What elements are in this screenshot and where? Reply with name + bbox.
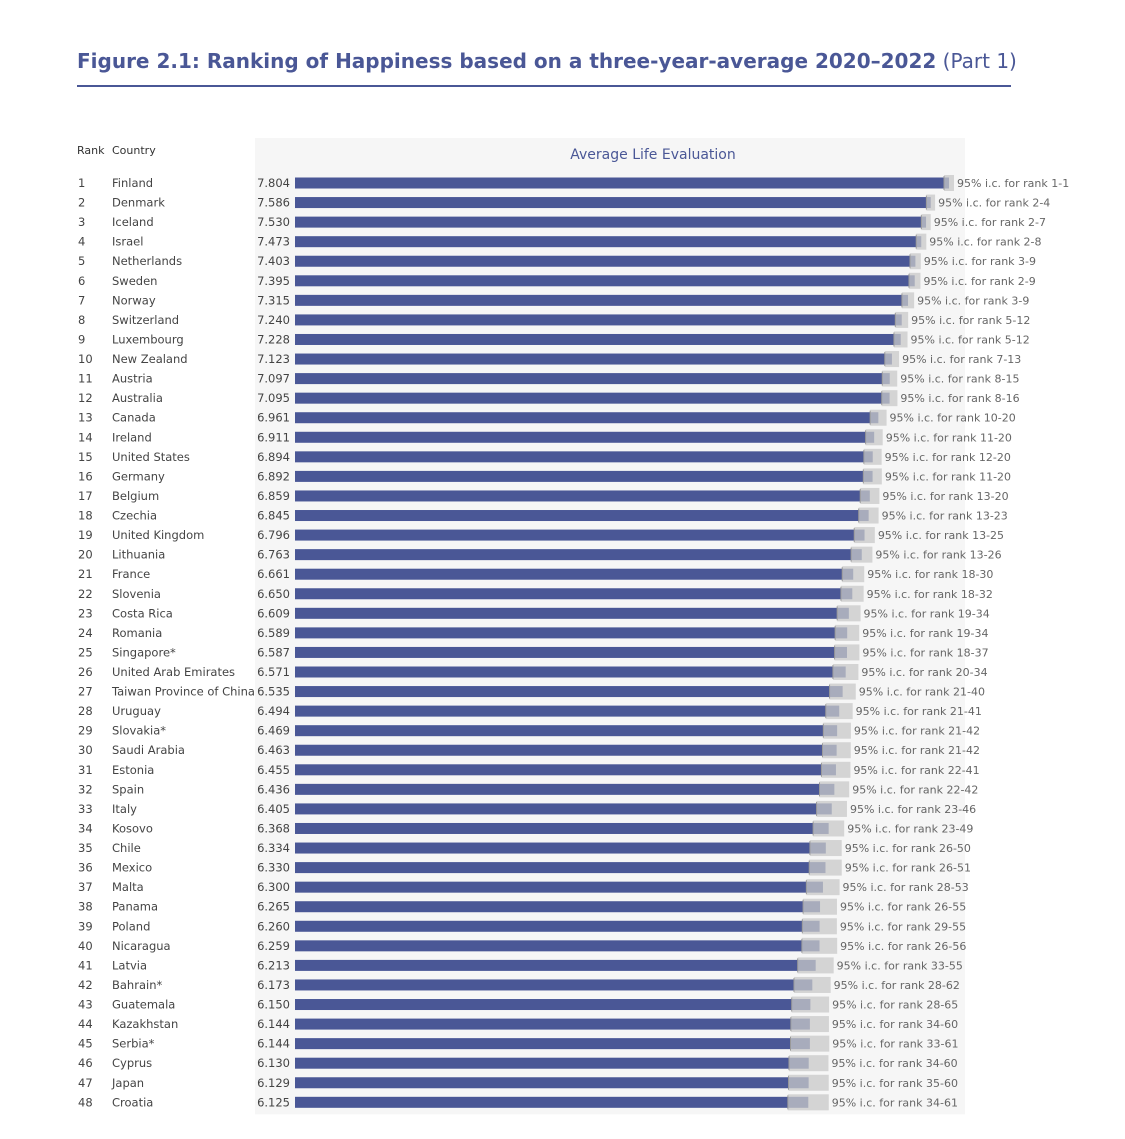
ci-label: 95% i.c. for rank 13-25	[877, 529, 1005, 543]
ci-label: 95% i.c. for rank 21-42	[853, 724, 981, 738]
country-label: Malta	[112, 880, 144, 895]
bar	[295, 706, 839, 717]
country-label: Poland	[112, 919, 151, 934]
ci-box	[885, 351, 899, 367]
ci-label: 95% i.c. for rank 18-30	[867, 568, 994, 582]
ci-box	[841, 586, 864, 602]
rank-label: 31	[78, 762, 93, 777]
ci-label: 95% i.c. for rank 34-60	[831, 1057, 958, 1071]
ci-box	[909, 273, 921, 289]
value-label: 7.240	[257, 312, 290, 327]
ci-label: 95% i.c. for rank 26-51	[844, 861, 971, 875]
country-label: Latvia	[112, 958, 148, 973]
rank-label: 20	[78, 547, 93, 562]
rank-label: 14	[78, 430, 93, 445]
figure-title-part: (Part 1)	[942, 49, 1017, 73]
ci-box	[830, 684, 856, 700]
bar	[295, 1019, 810, 1030]
value-label: 6.265	[257, 899, 290, 914]
value-label: 6.455	[257, 762, 290, 777]
country-label: Panama	[112, 899, 159, 914]
value-label: 6.125	[257, 1095, 290, 1110]
rank-label: 1	[78, 176, 86, 190]
rank-label: 24	[78, 625, 93, 640]
ci-box	[798, 957, 834, 973]
rank-label: 23	[78, 606, 93, 621]
ci-label: 95% i.c. for rank 22-42	[852, 783, 979, 797]
ci-box	[789, 1055, 829, 1071]
value-label: 6.894	[257, 449, 290, 464]
country-label: Bahrain*	[112, 977, 163, 992]
ci-box	[792, 997, 829, 1013]
bar	[295, 471, 873, 482]
bar	[295, 979, 812, 990]
value-label: 6.330	[257, 860, 290, 875]
rank-label: 40	[78, 938, 93, 953]
bar	[295, 334, 901, 345]
country-label: Kosovo	[112, 821, 153, 836]
ci-label: 95% i.c. for rank 10-20	[889, 411, 1016, 425]
ci-label: 95% i.c. for rank 7-13	[902, 353, 1022, 367]
value-label: 6.334	[257, 841, 290, 856]
country-label: Costa Rica	[112, 606, 173, 621]
country-label: Finland	[112, 176, 154, 190]
bar	[295, 901, 820, 912]
country-label: Lithuania	[112, 547, 166, 562]
rank-label: 37	[78, 880, 93, 895]
ci-label: 95% i.c. for rank 13-23	[881, 509, 1008, 523]
value-label: 6.300	[257, 880, 290, 895]
rank-label: 43	[78, 997, 93, 1012]
value-label: 6.144	[257, 1036, 290, 1051]
country-label: Canada	[112, 410, 156, 425]
ci-box	[833, 664, 859, 680]
value-label: 7.403	[257, 254, 290, 269]
country-label: Cyprus	[112, 1056, 153, 1071]
rank-label: 12	[78, 391, 93, 406]
bar	[295, 530, 865, 541]
value-label: 6.763	[257, 547, 290, 562]
ci-box	[854, 527, 875, 543]
rank-label: 45	[78, 1036, 93, 1051]
bar	[295, 843, 826, 854]
rank-label: 17	[78, 488, 93, 503]
ci-box	[842, 566, 864, 582]
rank-label: 11	[78, 371, 93, 386]
value-label: 6.650	[257, 586, 290, 601]
country-label: Croatia	[112, 1095, 154, 1110]
ci-label: 95% i.c. for rank 2-8	[929, 235, 1042, 249]
bar	[295, 882, 823, 893]
ci-label: 95% i.c. for rank 12-20	[884, 450, 1011, 464]
bar	[295, 393, 890, 404]
ci-box	[820, 781, 850, 797]
ci-box	[791, 1016, 829, 1032]
ci-label: 95% i.c. for rank 21-40	[858, 685, 985, 699]
value-label: 7.228	[257, 332, 290, 347]
ci-label: 95% i.c. for rank 3-9	[917, 294, 1030, 308]
bar	[295, 647, 847, 658]
value-label: 7.530	[257, 215, 290, 230]
country-label: Saudi Arabia	[112, 743, 185, 758]
rank-label: 28	[78, 704, 93, 719]
country-label: Norway	[112, 293, 156, 308]
ci-box	[926, 195, 935, 211]
ci-label: 95% i.c. for rank 2-9	[923, 274, 1036, 288]
value-label: 7.095	[257, 391, 290, 406]
rank-label: 15	[78, 449, 93, 464]
ci-label: 95% i.c. for rank 8-16	[900, 392, 1020, 406]
ci-label: 95% i.c. for rank 28-53	[842, 881, 969, 895]
rank-label: 8	[78, 312, 86, 327]
country-label: Estonia	[112, 762, 155, 777]
value-label: 6.150	[257, 997, 290, 1012]
bar	[295, 490, 870, 501]
ci-label: 95% i.c. for rank 35-60	[831, 1076, 958, 1090]
country-label: Belgium	[112, 488, 160, 503]
ci-box	[794, 977, 831, 993]
value-label: 6.368	[257, 821, 290, 836]
value-label: 6.911	[257, 430, 290, 445]
ci-label: 95% i.c. for rank 33-61	[832, 1037, 959, 1051]
country-label: Austria	[112, 371, 153, 386]
figure-title-bold: Figure 2.1: Ranking of Happiness based on a three-year-average 2020–2022	[77, 49, 937, 73]
ci-label: 95% i.c. for rank 3-9	[923, 255, 1037, 269]
country-label: Japan	[112, 1075, 145, 1090]
ci-label: 95% i.c. for rank 19-34	[863, 607, 990, 621]
rank-label: 2	[78, 195, 86, 210]
country-label: Kazakhstan	[112, 1017, 179, 1032]
rank-label: 41	[78, 958, 93, 973]
rank-label: 29	[78, 723, 93, 738]
country-label: Uruguay	[112, 704, 161, 719]
value-label: 6.535	[257, 684, 290, 699]
ci-box	[803, 899, 837, 915]
ci-label: 95% i.c. for rank 33-55	[836, 959, 963, 973]
bar	[295, 667, 846, 678]
bar	[295, 588, 852, 599]
bar	[295, 451, 873, 462]
bar	[295, 940, 820, 951]
country-label: New Zealand	[112, 352, 188, 367]
ci-label: 95% i.c. for rank 1-1	[957, 177, 1070, 190]
ci-box	[860, 488, 879, 504]
rank-label: 16	[78, 469, 93, 484]
value-label: 6.845	[257, 508, 290, 523]
country-label: Serbia*	[112, 1036, 155, 1051]
country-label: Israel	[112, 234, 144, 249]
ci-box	[870, 410, 886, 426]
rank-label: 18	[78, 508, 93, 523]
country-label: Sweden	[112, 273, 158, 288]
ci-box	[802, 918, 837, 934]
bar	[295, 862, 825, 873]
rank-label: 44	[78, 1017, 93, 1032]
ci-box	[921, 214, 930, 230]
bar	[295, 1038, 810, 1049]
ci-label: 95% i.c. for rank 13-20	[882, 489, 1009, 503]
rank-column-header: Rank	[77, 144, 105, 157]
rank-label: 33	[78, 801, 93, 816]
bar	[295, 432, 874, 443]
value-label: 6.463	[257, 743, 290, 758]
rank-label: 36	[78, 860, 93, 875]
ci-box	[813, 820, 844, 836]
bar	[295, 1097, 808, 1108]
rank-label: 27	[78, 684, 93, 699]
ci-label: 95% i.c. for rank 26-50	[844, 842, 971, 856]
rank-label: 22	[78, 586, 93, 601]
bar	[295, 197, 931, 208]
bar	[295, 999, 810, 1010]
ci-label: 95% i.c. for rank 26-55	[839, 900, 967, 914]
value-label: 6.436	[257, 782, 290, 797]
country-label: Ireland	[112, 430, 152, 445]
ci-box	[788, 1094, 829, 1110]
ci-label: 95% i.c. for rank 23-49	[847, 822, 974, 836]
ci-label: 95% i.c. for rank 23-46	[849, 802, 977, 816]
value-label: 7.804	[257, 176, 290, 190]
ci-label: 95% i.c. for rank 28-65	[832, 998, 959, 1012]
ci-box	[817, 801, 847, 817]
value-label: 7.395	[257, 273, 290, 288]
rank-label: 19	[78, 528, 93, 543]
bar	[295, 295, 908, 306]
ci-box	[823, 723, 851, 739]
value-label: 6.469	[257, 723, 290, 738]
bar	[295, 960, 816, 971]
rank-label: 48	[78, 1095, 93, 1110]
bar	[295, 627, 847, 638]
value-label: 6.609	[257, 606, 290, 621]
ci-box	[882, 371, 897, 387]
bar	[295, 803, 832, 814]
ci-label: 95% i.c. for rank 20-34	[861, 666, 988, 679]
ci-label: 95% i.c. for rank 29-55	[839, 920, 967, 934]
ci-box	[835, 644, 860, 660]
ci-box	[822, 742, 850, 758]
ci-label: 95% i.c. for rank 8-15	[900, 372, 1020, 386]
ci-box	[835, 625, 859, 641]
rank-label: 9	[78, 332, 86, 347]
country-label: United Kingdom	[112, 528, 205, 543]
value-label: 6.130	[257, 1056, 290, 1071]
ci-box	[802, 938, 837, 954]
chart-title: Average Life Evaluation	[570, 147, 736, 163]
rank-label: 30	[78, 743, 93, 758]
bar	[295, 686, 843, 697]
bar	[295, 784, 834, 795]
ci-box	[863, 468, 882, 484]
bar	[295, 1058, 809, 1069]
country-label: United Arab Emirates	[112, 665, 236, 679]
bar	[295, 373, 890, 384]
value-label: 6.259	[257, 938, 290, 953]
country-label: Taiwan Province of China	[112, 684, 255, 699]
bar	[295, 217, 926, 228]
rank-label: 7	[78, 293, 86, 308]
value-label: 7.586	[257, 195, 290, 210]
ci-label: 95% i.c. for rank 11-20	[884, 470, 1012, 484]
ci-label: 95% i.c. for rank 13-26	[875, 548, 1002, 562]
ci-label: 95% i.c. for rank 34-60	[831, 1018, 959, 1032]
rank-label: 6	[78, 273, 86, 288]
rank-label: 25	[78, 645, 93, 660]
ci-box	[910, 253, 921, 269]
ci-box	[806, 879, 839, 895]
rank-label: 3	[78, 215, 86, 230]
rank-label: 26	[78, 665, 93, 679]
bar	[295, 178, 949, 189]
ci-box	[810, 840, 842, 856]
country-label: Iceland	[112, 215, 154, 230]
country-label: Italy	[112, 801, 137, 816]
bar	[295, 608, 849, 619]
country-label: Nicaragua	[112, 938, 171, 953]
country-label: Switzerland	[112, 312, 180, 327]
ci-box	[859, 508, 879, 524]
rank-label: 4	[78, 234, 86, 249]
ci-label: 95% i.c. for rank 21-41	[855, 705, 982, 719]
value-label: 6.571	[257, 665, 290, 679]
ci-label: 95% i.c. for rank 2-7	[933, 216, 1046, 230]
rank-label: 35	[78, 841, 93, 856]
country-label: Czechia	[112, 508, 157, 523]
bar	[295, 764, 836, 775]
value-label: 6.173	[257, 977, 290, 992]
ci-label: 95% i.c. for rank 21-42	[853, 744, 981, 758]
country-label: Slovenia	[112, 586, 161, 601]
country-label: Spain	[112, 782, 145, 797]
value-label: 6.661	[257, 567, 290, 582]
rank-label: 32	[78, 782, 93, 797]
ci-label: 95% i.c. for rank 2-4	[938, 196, 1051, 210]
country-label: Slovakia*	[112, 723, 167, 738]
ci-box	[882, 390, 898, 406]
ci-label: 95% i.c. for rank 18-32	[866, 587, 993, 601]
rank-label: 47	[78, 1075, 93, 1090]
value-label: 6.213	[257, 958, 290, 973]
country-label: United States	[112, 449, 190, 464]
ci-box	[864, 449, 882, 465]
bar	[295, 725, 837, 736]
bar	[295, 569, 853, 580]
value-label: 6.260	[257, 919, 290, 934]
ci-box	[916, 234, 926, 250]
ci-box	[851, 547, 872, 563]
value-label: 6.144	[257, 1017, 290, 1032]
bar	[295, 314, 902, 325]
rank-label: 46	[78, 1056, 93, 1071]
country-label: France	[112, 567, 151, 582]
ci-label: 95% i.c. for rank 19-34	[862, 626, 989, 640]
country-label: Singapore*	[112, 645, 176, 660]
ci-box	[826, 703, 853, 719]
value-label: 6.405	[257, 801, 290, 816]
country-label: Luxembourg	[112, 332, 184, 347]
value-label: 6.494	[257, 704, 290, 719]
ci-label: 95% i.c. for rank 5-12	[911, 313, 1031, 327]
ci-label: 95% i.c. for rank 26-56	[840, 939, 967, 953]
country-column-header: Country	[112, 144, 156, 157]
ci-box	[944, 175, 954, 191]
ci-label: 95% i.c. for rank 34-61	[831, 1096, 958, 1110]
country-label: Germany	[112, 469, 165, 484]
bar	[295, 354, 892, 365]
bar	[295, 1077, 809, 1088]
bar	[295, 921, 820, 932]
value-label: 6.589	[257, 625, 290, 640]
rank-label: 39	[78, 919, 93, 934]
ci-box	[837, 605, 860, 621]
rank-label: 42	[78, 977, 93, 992]
ci-box	[895, 312, 908, 328]
ci-box	[789, 1075, 829, 1091]
value-label: 7.315	[257, 293, 290, 308]
value-label: 6.859	[257, 488, 290, 503]
ci-box	[866, 429, 883, 445]
country-label: Chile	[112, 841, 141, 856]
bar	[295, 745, 837, 756]
country-label: Australia	[112, 391, 163, 406]
value-label: 7.473	[257, 234, 290, 249]
ci-box	[902, 292, 914, 308]
rank-label: 38	[78, 899, 93, 914]
country-label: Mexico	[112, 860, 153, 875]
country-label: Netherlands	[112, 254, 183, 269]
bar	[295, 256, 915, 267]
value-label: 6.796	[257, 528, 290, 543]
bar	[295, 510, 869, 521]
rank-label: 34	[78, 821, 93, 836]
rank-label: 13	[78, 410, 93, 425]
ci-label: 95% i.c. for rank 18-37	[862, 646, 989, 660]
country-label: Romania	[112, 625, 163, 640]
ci-box	[894, 331, 908, 347]
value-label: 6.587	[257, 645, 290, 660]
ci-box	[821, 762, 850, 778]
ci-label: 95% i.c. for rank 5-12	[910, 333, 1030, 347]
value-label: 7.097	[257, 371, 290, 386]
value-label: 7.123	[257, 352, 290, 367]
value-label: 6.961	[257, 410, 290, 425]
value-label: 6.892	[257, 469, 290, 484]
ci-label: 95% i.c. for rank 11-20	[885, 431, 1012, 445]
value-label: 6.129	[257, 1075, 290, 1090]
ci-label: 95% i.c. for rank 28-62	[833, 978, 960, 992]
ci-box	[809, 860, 842, 876]
bar	[295, 549, 862, 560]
country-label: Denmark	[112, 195, 165, 210]
bar	[295, 236, 921, 247]
rank-label: 21	[78, 567, 93, 582]
rank-label: 5	[78, 254, 86, 269]
rank-label: 10	[78, 352, 93, 367]
bar	[295, 275, 915, 286]
ci-label: 95% i.c. for rank 22-41	[853, 763, 980, 777]
country-label: Guatemala	[112, 997, 176, 1012]
ci-box	[790, 1036, 829, 1052]
bar	[295, 823, 829, 834]
bar	[295, 412, 878, 423]
